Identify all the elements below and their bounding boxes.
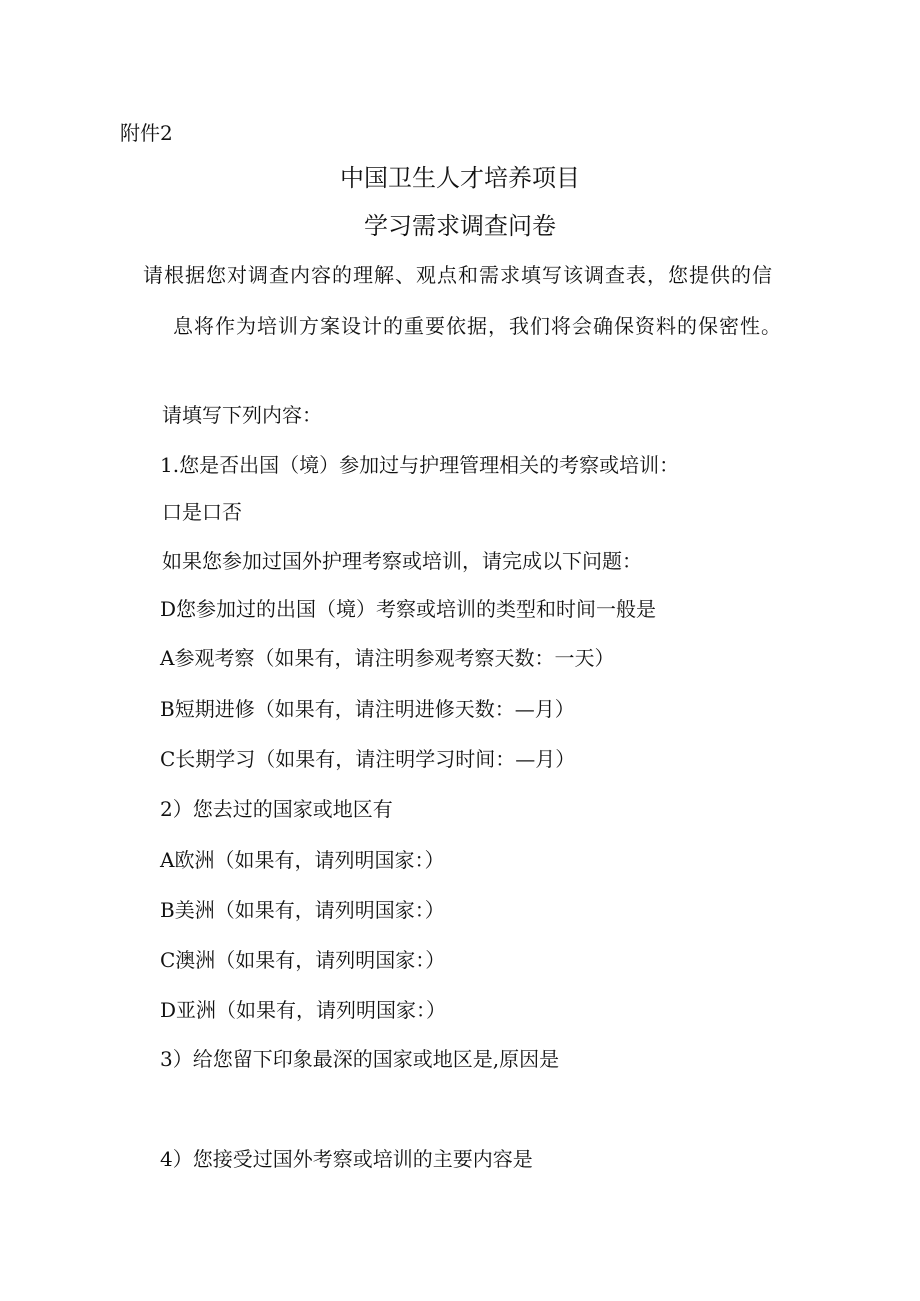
sub-question-3: 3）给您留下印象最深的国家或地区是,原因是 (160, 1047, 560, 1071)
question-1: 1.您是否出国（境）参加过与护理管理相关的考察或培训： (160, 453, 680, 477)
sub-question-2-option-b: B美洲（如果有，请列明国家：） (160, 898, 445, 922)
attachment-label: 附件2 (120, 121, 173, 145)
fill-prompt: 请填写下列内容： (162, 403, 322, 427)
sub-question-2-option-c: C澳洲（如果有，请列明国家：） (160, 948, 446, 972)
sub-question-1-option-b: B短期进修（如果有，请注明进修天数：—月） (160, 697, 575, 721)
title-line-1: 中国卫生人才培养项目 (340, 164, 580, 192)
intro-line-1: 请根据您对调查内容的理解、观点和需求填写该调查表，您提供的信 (143, 263, 773, 287)
sub-question-2: 2）您去过的国家或地区有 (160, 797, 393, 821)
sub-question-1: D您参加过的出国（境）考察或培训的类型和时间一般是 (160, 597, 657, 621)
sub-question-2-option-d: D亚洲（如果有，请列明国家：） (160, 998, 447, 1022)
sub-question-2-option-a: A欧洲（如果有，请列明国家：） (160, 848, 445, 872)
sub-question-4: 4）您接受过国外考察或培训的主要内容是 (160, 1147, 533, 1171)
question-1-followup: 如果您参加过国外护理考察或培训，请完成以下问题： (162, 549, 642, 573)
question-1-options: 口是口否 (162, 500, 242, 524)
title-line-2: 学习需求调查问卷 (364, 212, 556, 240)
sub-question-1-option-c: C长期学习（如果有，请注明学习时间：—月） (160, 747, 576, 771)
sub-question-1-option-a: A参观考察（如果有，请注明参观考察天数：一天） (160, 646, 615, 670)
intro-line-2: 息将作为培训方案设计的重要依据，我们将会确保资料的保密性。 (173, 314, 782, 338)
